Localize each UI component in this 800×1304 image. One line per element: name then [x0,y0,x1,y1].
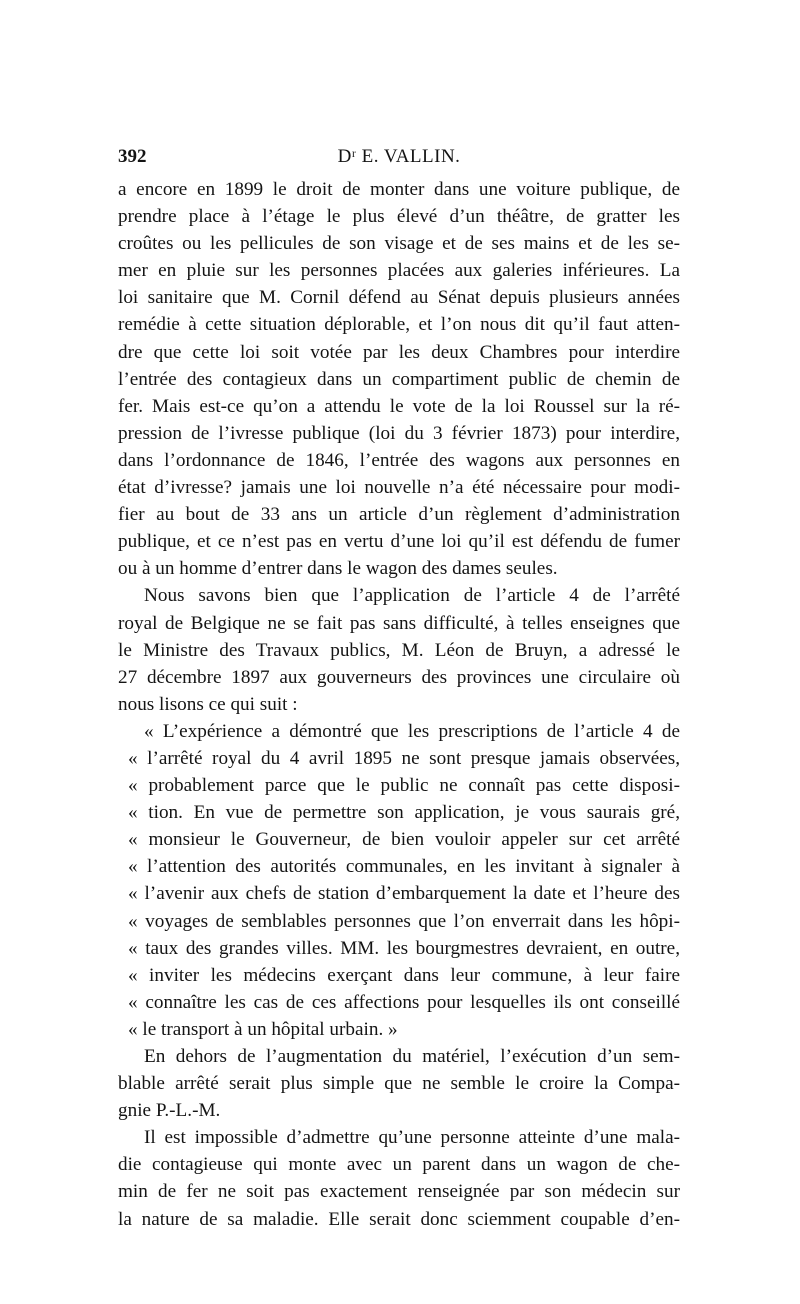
text-line: fier au bout de 33 ans un article d’un règlement d’administration [118,504,680,526]
quote-line: « inviter les médecins exerçant dans leur commune, à leur faire [128,964,680,986]
quote-line: « l’arrêté royal du 4 avril 1895 ne sont presque jamais observées, [128,747,680,769]
text-line: blable arrêté serait plus simple que ne semble le croire la Compa- [118,1073,680,1095]
text-line: pression de l’ivresse publique (loi du 3 février 1873) pour interdire, [118,422,680,444]
text-line: dans l’ordonnance de 1846, l’entrée des wagons aux personnes en [118,449,680,471]
quote-line: « le transport à un hôpital urbain. » [128,1018,398,1040]
text-line: l’entrée des contagieux dans un compartiment public de chemin de [118,368,680,390]
paragraph-end-line: nous lisons ce qui suit : [118,693,298,715]
quote-line: « probablement parce que le public ne connaît pas cette disposi- [128,775,680,797]
quote-line: « l’attention des autorités communales, en les invitant à signaler à [128,856,680,878]
quote-line: « tion. En vue de permettre son application, je vous saurais gré, [128,802,680,824]
text-line: prendre place à l’étage le plus élevé d’un théâtre, de gratter les [118,206,680,228]
body-text [118,176,680,1233]
text-line: remédie à cette situation déplorable, et l’on nous dit qu’il faut atten- [118,314,680,336]
paragraph-start-line: Il est impossible d’admettre qu’une personne atteinte d’une mala- [144,1127,680,1149]
quote-line: « l’avenir aux chefs de station d’embarquement la date et l’heure des [128,883,680,905]
page-number: 392 [118,146,147,167]
paragraph-start-line: En dehors de l’augmentation du matériel, l’exécution d’un sem- [144,1046,680,1067]
text-line: état d’ivresse? jamais une loi nouvelle n’a été nécessaire pour modi- [118,477,680,499]
text-line: royal de Belgique ne se fait pas sans difficulté, à telles enseignes que [118,612,680,634]
text-line: mer en pluie sur les personnes placées aux galeries inférieures. La [118,260,680,282]
paragraph-end-line: gnie P.-L.-M. [118,1100,221,1122]
quote-line: « monsieur le Gouverneur, de bien vouloir appeler sur cet arrêté [128,829,680,851]
quote-line: « taux des grandes villes. MM. les bourgmestres devraient, en outre, [128,937,680,959]
text-line: 27 décembre 1897 aux gouverneurs des provinces une circulaire où [118,666,680,688]
text-line: die contagieuse qui monte avec un parent dans un wagon de che- [118,1154,680,1176]
text-line: fer. Mais est-ce qu’on a attendu le vote de la loi Roussel sur la ré- [118,395,680,417]
text-line: le Ministre des Travaux publics, M. Léon de Bruyn, a adressé le [118,639,680,661]
running-head [118,146,680,170]
quote-line: « connaître les cas de ces affections pour lesquelles ils ont conseillé [128,991,680,1013]
text-line: publique, et ce n’est pas en vertu d’une loi qu’il est défendu de fumer [118,531,680,553]
text-line: min de fer ne soit pas exactement renseignée par son médecin sur [118,1181,680,1203]
quote-line: « L’expérience a démontré que les prescriptions de l’article 4 de [144,720,680,742]
paragraph-start-line: Nous savons bien que l’application de l’article 4 de l’arrêté [144,585,680,607]
text-line: loi sanitaire que M. Cornil défend au Sénat depuis plusieurs années [118,287,680,309]
quote-line: « voyages de semblables personnes que l’on enverrait dans les hôpi- [128,910,680,932]
text-line: la nature de sa maladie. Elle serait donc sciemment coupable d’en- [118,1208,680,1230]
running-title: Dʳ E. VALLIN. [337,146,461,167]
text-line: croûtes ou les pellicules de son visage et de ses mains et de les se- [118,233,680,255]
text-line: dre que cette loi soit votée par les deux Chambres pour interdire [118,341,680,363]
paragraph-end-line: ou à un homme d’entrer dans le wagon des dames seules. [118,558,558,580]
text-line: a encore en 1899 le droit de monter dans une voiture publique, de [118,179,680,200]
